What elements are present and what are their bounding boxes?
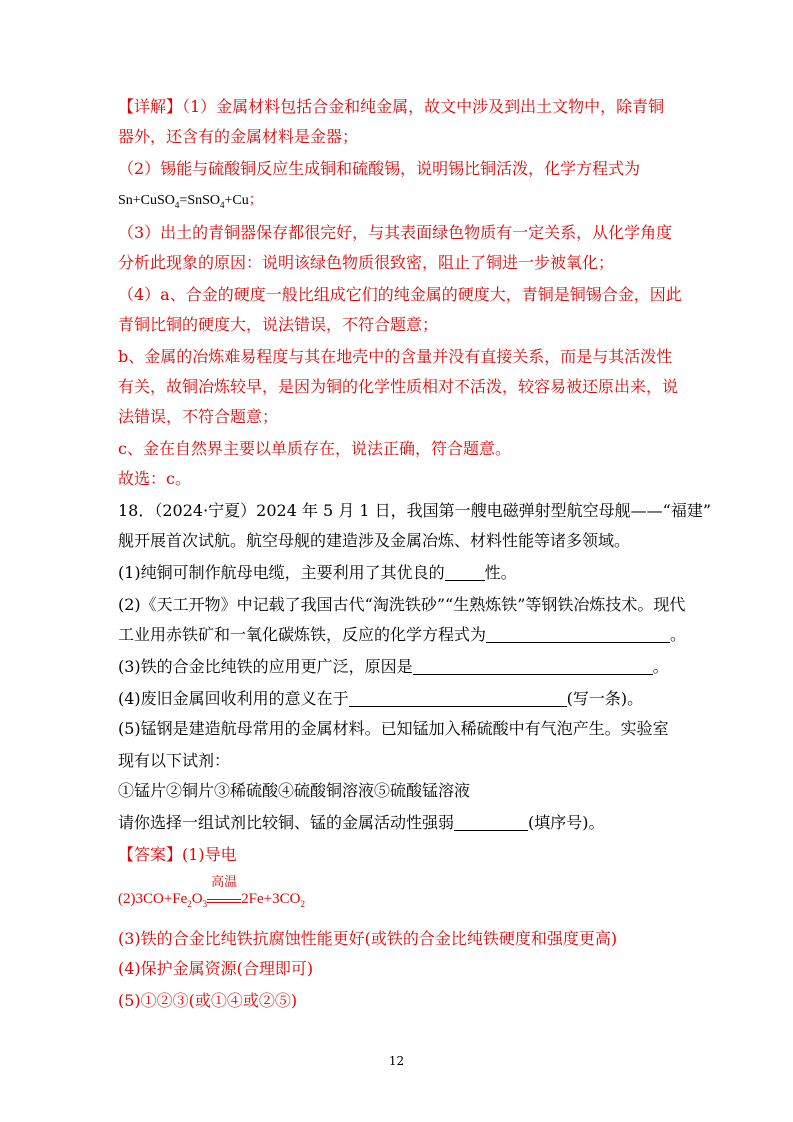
question-4	[118, 688, 678, 710]
answer-1: 【答案】(1)导电	[118, 845, 237, 864]
eq-part: +Cu	[224, 193, 249, 208]
question-text: 。	[652, 657, 669, 676]
question-text: (4)废旧金属回收利用的意义在于	[118, 689, 349, 708]
answer-blank[interactable]	[445, 564, 485, 581]
answer-blank[interactable]	[486, 626, 670, 643]
question-3	[118, 656, 678, 678]
eq-part: O	[191, 891, 203, 907]
explanation-line: 【详解】（1）金属材料包括合金和纯金属，故文中涉及到出土文物中，除青铜	[118, 97, 665, 116]
question-text: 性。	[484, 563, 517, 582]
question-text: (填序号)。	[528, 813, 605, 832]
eq-sub: 4	[174, 199, 180, 210]
question-text: 请你选择一组试剂比较铜、锰的金属活动性强弱	[118, 813, 455, 832]
chemical-equation-sn	[118, 190, 678, 216]
question-text: 。	[670, 625, 687, 644]
question-5-prompt	[118, 812, 678, 834]
explanation-line: （3）出土的青铜器保存都很完好，与其表面绿色物质有一定关系，从化学角度	[118, 223, 673, 242]
reaction-condition	[207, 874, 241, 903]
eq-sub: 2	[300, 899, 305, 909]
explanation-line: c、金在自然界主要以单质存在，说法正确，符合题意。	[118, 439, 511, 458]
explanation-line: 法错误，不符合题意；	[118, 407, 279, 426]
reagent-list: ①锰片②铜片③稀硫酸④硫酸铜溶液⑤硫酸锰溶液	[118, 781, 471, 800]
question-text: (1)纯铜可制作航母电缆，主要利用了其优良的	[118, 563, 445, 582]
equals-sign	[207, 899, 241, 903]
eq-sub: 2	[187, 899, 192, 909]
explanation-line: 分析此现象的原因：说明该绿色物质很致密，阻止了铜进一步被氧化；	[118, 253, 615, 272]
explanation-line: （2）锡能与硫酸铜反应生成铜和硫酸锡，说明锡比铜活泼，化学方程式为	[118, 159, 641, 178]
question-1	[118, 562, 678, 584]
eq-part: =SnSO	[179, 193, 220, 208]
answer-3: (3)铁的合金比纯铁抗腐蚀性能更好(或铁的合金比纯铁硬度和强度更高)	[118, 929, 618, 948]
question-2: (2)《天工开物》中记载了我国古代“淘洗铁砂”“生熟炼铁”等钢铁冶炼技术。现代	[118, 595, 686, 614]
eq-part: (2)3CO+Fe	[118, 891, 188, 907]
answer-blank[interactable]	[413, 658, 653, 675]
question-text: 工业用赤铁矿和一氧化碳炼铁，反应的化学方程式为	[118, 625, 487, 644]
eq-sub: 4	[220, 199, 225, 210]
answer-2-equation	[118, 874, 678, 915]
explanation-line: 有关，故铜冶炼较早，是因为铜的化学性质相对不活泼，较容易被还原出来，说	[118, 377, 679, 396]
question-text: (写一条)。	[566, 689, 644, 708]
question-intro: 18．（2024·宁夏）2024 年 5 月 1 日，我国第一艘电磁弹射型航空母舰——“福建”	[118, 501, 712, 520]
answer-blank[interactable]	[454, 814, 528, 831]
question-5-cont: 现有以下试剂：	[118, 751, 231, 770]
answer-4: (4)保护金属资源(合理即可)	[118, 959, 314, 978]
question-text: (3)铁的合金比纯铁的应用更广泛，原因是	[118, 657, 413, 676]
eq-punct: ；	[248, 193, 263, 208]
eq-part: 2Fe+3CO	[241, 891, 301, 907]
eq-sub: 3	[202, 899, 208, 909]
explanation-line: 故选：c。	[118, 469, 191, 488]
explanation-line: （4）a、合金的硬度一般比组成它们的纯金属的硬度大，青铜是铜锡合金，因此	[118, 285, 682, 304]
question-intro: 舰开展首次试航。航空母舰的建造涉及金属冶炼、材料性能等诸多领域。	[118, 531, 631, 550]
answer-5: (5)①②③(或①④或②⑤)	[118, 991, 298, 1010]
page-number: 12	[388, 1054, 405, 1068]
explanation-line: b、金属的冶炼难易程度与其在地壳中的含量并没有直接关系，而是与其活泼性	[118, 347, 673, 366]
question-2-cont	[118, 624, 687, 646]
condition-label: 高温	[211, 874, 238, 889]
explanation-line: 青铜比铜的硬度大，说法错误，不符合题意；	[118, 315, 439, 334]
answer-blank[interactable]	[349, 690, 567, 707]
question-5: (5)锰钢是建造航母常用的金属材料。已知锰加入稀硫酸中有气泡产生。实验室	[118, 719, 669, 738]
eq-part: Sn+CuSO	[118, 193, 175, 208]
explanation-line: 器外，还含有的金属材料是金器；	[118, 127, 359, 146]
